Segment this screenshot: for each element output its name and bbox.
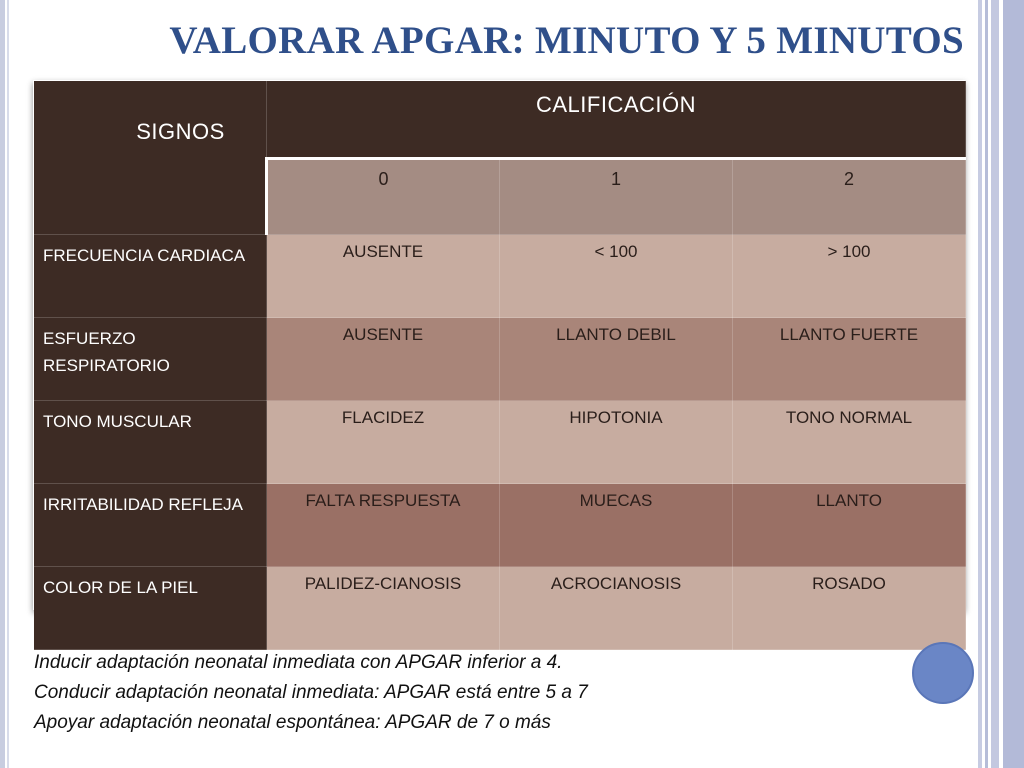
- value-cell: > 100: [733, 235, 966, 318]
- apgar-table-container: [33, 80, 965, 610]
- left-border-line: [7, 0, 9, 768]
- value-cell: ACROCIANOSIS: [500, 567, 733, 650]
- value-cell: HIPOTONIA: [500, 401, 733, 484]
- note-line: Inducir adaptación neonatal inmediata con APGAR inferior a 4.: [34, 652, 563, 673]
- value-cell: ROSADO: [733, 567, 966, 650]
- signos-header-label: SIGNOS: [136, 119, 225, 144]
- value-cell: MUECAS: [500, 484, 733, 567]
- signos-header: [34, 81, 267, 235]
- right-border-stripe: [991, 0, 999, 768]
- right-border-stripe: [985, 0, 988, 768]
- note-line: Apoyar adaptación neonatal espontánea: APGAR de 7 o más: [34, 712, 551, 733]
- value-cell: LLANTO DEBIL: [500, 318, 733, 401]
- decorative-circle: [912, 642, 974, 704]
- sign-cell: ESFUERZO RESPIRATORIO: [34, 318, 267, 401]
- table-row: [34, 401, 966, 484]
- value-cell: AUSENTE: [267, 318, 500, 401]
- slide-title: VALORAR APGAR: MINUTO Y 5 MINUTOS: [169, 19, 964, 62]
- value-cell: < 100: [500, 235, 733, 318]
- table-row: [34, 567, 966, 650]
- notes-block: [34, 648, 794, 738]
- table-row: [34, 318, 966, 401]
- right-border-decoration: [978, 0, 982, 768]
- sign-cell: COLOR DE LA PIEL: [34, 567, 267, 650]
- value-cell: PALIDEZ-CIANOSIS: [267, 567, 500, 650]
- value-cell: AUSENTE: [267, 235, 500, 318]
- calificacion-header: [267, 81, 966, 159]
- sign-cell: TONO MUSCULAR: [34, 401, 267, 484]
- score-header-2: [733, 159, 966, 235]
- score-header-1: [500, 159, 733, 235]
- sign-cell: IRRITABILIDAD REFLEJA: [34, 484, 267, 567]
- score-label: 2: [844, 169, 855, 189]
- sign-cell: FRECUENCIA CARDIACA: [34, 235, 267, 318]
- score-header-0: [267, 159, 500, 235]
- table-header-row: [34, 81, 966, 159]
- value-cell: LLANTO: [733, 484, 966, 567]
- calificacion-header-label: CALIFICACIÓN: [535, 92, 697, 117]
- note-line: Conducir adaptación neonatal inmediata: APGAR está entre 5 a 7: [34, 682, 588, 703]
- value-cell: LLANTO FUERTE: [733, 318, 966, 401]
- table-row: [34, 484, 966, 567]
- score-label: 1: [610, 169, 621, 189]
- value-cell: FLACIDEZ: [267, 401, 500, 484]
- value-cell: TONO NORMAL: [733, 401, 966, 484]
- left-border-decoration: [0, 0, 5, 768]
- right-border-stripe: [1003, 0, 1024, 768]
- score-label: 0: [378, 169, 389, 189]
- value-cell: FALTA RESPUESTA: [267, 484, 500, 567]
- apgar-table: [33, 80, 966, 650]
- table-row: [34, 235, 966, 318]
